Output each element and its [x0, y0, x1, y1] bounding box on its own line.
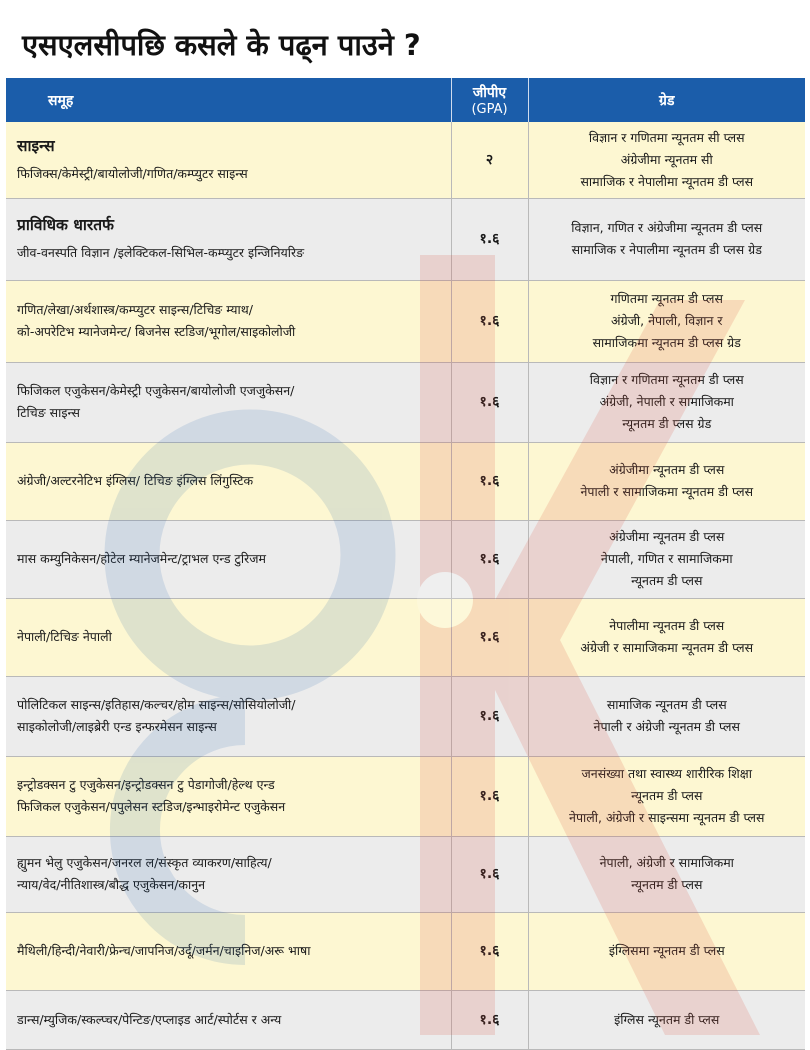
table-row [6, 756, 805, 836]
table-row [6, 362, 805, 442]
grade-cell [528, 912, 805, 990]
grade-line: नेपाली, अंग्रेजी र सामाजिकमा [599, 855, 734, 870]
header-group: समूह [6, 78, 451, 122]
grade-line: न्यूनतम डी प्लस [631, 788, 703, 803]
gpa-cell: १.६ [451, 912, 528, 990]
subject-cell [6, 912, 451, 990]
table-row [6, 990, 805, 1049]
subject-line: को-अपरेटिभ म्यानेजमेन्ट/ बिजनेस स्टडिज/भूगोल/साइकोलोजी [17, 324, 296, 339]
subject-cell [6, 362, 451, 442]
grade-line: नेपाली, अंग्रेजी र साइन्समा न्यूनतम डी प्लस [569, 810, 765, 825]
gpa-cell: १.६ [451, 520, 528, 598]
grade-line: न्यूनतम डी प्लस [631, 877, 703, 892]
subject-cell [6, 198, 451, 280]
table-row [6, 442, 805, 520]
table-row [6, 912, 805, 990]
category-label: प्राविधिक धारतर्फ [17, 216, 114, 234]
grade-line: अंग्रेजीमा न्यूनतम डी प्लस [609, 529, 725, 544]
subject-line: टिचिङ साइन्स [17, 405, 80, 420]
table-body [6, 122, 805, 1049]
grade-cell [528, 442, 805, 520]
table-row [6, 676, 805, 756]
subject-line: डान्स/म्युजिक/स्कल्प्चर/पेन्टिङ/एप्लाइड आर्ट/स्पोर्टस र अन्य [17, 1011, 282, 1027]
table-row [6, 836, 805, 912]
gpa-cell: १.६ [451, 990, 528, 1049]
gpa-cell: १.६ [451, 676, 528, 756]
grade-cell [528, 676, 805, 756]
header-grade: ग्रेड [528, 78, 805, 122]
gpa-cell: १.६ [451, 280, 528, 362]
gpa-cell: १.६ [451, 756, 528, 836]
table-row [6, 198, 805, 280]
grade-line: नेपालीमा न्यूनतम डी प्लस [609, 618, 725, 633]
grade-line: नेपाली, गणित र सामाजिकमा [600, 551, 733, 566]
grade-line: जनसंख्या तथा स्वास्थ्य शारीरिक शिक्षा [581, 766, 752, 781]
subject-cell [6, 836, 451, 912]
header-gpa [451, 78, 528, 122]
subject-line: जीव-वनस्पति विज्ञान /इलेक्टिकल-सिभिल-कम्प्युटर इन्जिनियरिङ [17, 245, 305, 260]
subject-line: अंग्रेजी/अल्टरनेटिभ इंग्लिस/ टिचिङ इंग्लिस लिंगुस्टिक [17, 473, 254, 488]
subject-cell [6, 676, 451, 756]
grade-line: गणितमा न्यूनतम डी प्लस [610, 291, 723, 306]
grade-line: अंग्रेजी, नेपाली, विज्ञान र [611, 313, 723, 328]
subject-line: फिजिकल एजुकेसन/पपुलेसन स्टडिज/इन्भाइरोमेन्ट एजुकेसन [17, 799, 286, 814]
table-row [6, 598, 805, 676]
grade-line: इंग्लिसमा न्यूनतम डी प्लस [608, 943, 725, 958]
subject-line: न्याय/वेद/नीतिशास्त्र/बौद्ध एजुकेसन/कानुन [17, 877, 206, 892]
grade-line: न्यूनतम डी प्लस ग्रेड [622, 416, 712, 431]
subject-line: मैथिली/हिन्दी/नेवारी/फ्रेन्च/जापनिज/उर्दू/जर्मन/चाइनिज/अरू भाषा [17, 943, 311, 958]
table-row [6, 122, 805, 198]
subject-line: मास कम्युनिकेसन/होटेल म्यानेजमेन्ट/ट्राभल एन्ड टुरिजम [17, 551, 266, 566]
grade-cell [528, 362, 805, 442]
subject-line: साइकोलोजी/लाइब्रेरी एन्ड इन्फरमेसन साइन्स [17, 719, 217, 734]
subject-line: नेपाली/टिचिङ नेपाली [17, 629, 112, 644]
grade-line: नेपाली र सामाजिकमा न्यूनतम डी प्लस [580, 484, 754, 499]
subject-line: ह्युमन भेलु एजुकेसन/जनरल ल/संस्कृत व्याकरण/साहित्य/ [17, 855, 272, 870]
grade-line: विज्ञान र गणितमा न्यूनतम डी प्लस [589, 372, 744, 387]
grade-cell [528, 598, 805, 676]
grade-cell [528, 280, 805, 362]
subject-line: फिजिकल एजुकेसन/केमेस्ट्री एजुकेसन/बायोलोजी एजजुकेसन/ [17, 383, 295, 398]
grade-line: सामाजिक र नेपालीमा न्यूनतम डी प्लस [580, 173, 754, 189]
gpa-cell: १.६ [451, 198, 528, 280]
grade-line: अंग्रेजी र सामाजिकमा न्यूनतम डी प्लस [580, 640, 754, 655]
grade-line: विज्ञान, गणित र अंग्रेजीमा न्यूनतम डी प्लस [571, 220, 763, 235]
category-label: साइन्स [17, 136, 55, 155]
grade-line: सामाजिक न्यूनतम डी प्लस [606, 697, 727, 712]
subject-line: पोलिटिकल साइन्स/इतिहास/कल्चर/होम साइन्स/सोसियोलोजी/ [17, 697, 296, 712]
subject-cell [6, 442, 451, 520]
grade-line: इंग्लिस न्यूनतम डी प्लस [614, 1011, 720, 1027]
grade-cell [528, 990, 805, 1049]
grade-line: न्यूनतम डी प्लस [631, 573, 703, 588]
grade-cell [528, 520, 805, 598]
subject-line: इन्ट्रोडक्सन टु एजुकेसन/इन्ट्रोडक्सन टु पेडागोजी/हेल्थ एन्ड [17, 777, 275, 792]
subject-cell [6, 598, 451, 676]
grade-line: सामाजिकमा न्यूनतम डी प्लस ग्रेड [592, 335, 741, 350]
gpa-cell: २ [451, 122, 528, 198]
table-header-row [6, 78, 805, 122]
subject-cell [6, 122, 451, 198]
admission-table [6, 78, 805, 1050]
subject-cell [6, 756, 451, 836]
gpa-cell: १.६ [451, 442, 528, 520]
subject-cell [6, 990, 451, 1049]
grade-line: अंग्रेजी, नेपाली र सामाजिकमा [599, 394, 734, 409]
table-row [6, 280, 805, 362]
gpa-cell: १.६ [451, 362, 528, 442]
grade-cell [528, 836, 805, 912]
gpa-cell: १.६ [451, 836, 528, 912]
grade-line: अंग्रेजीमा न्यूनतम सी [620, 151, 713, 167]
page-title: एसएलसीपछि कसले के पढ्न पाउने ? [22, 28, 421, 62]
grade-cell [528, 756, 805, 836]
grade-cell [528, 198, 805, 280]
subject-line: फिजिक्स/केमेस्ट्री/बायोलोजी/गणित/कम्प्युटर साइन्स [17, 165, 248, 181]
grade-line: सामाजिक र नेपालीमा न्यूनतम डी प्लस ग्रेड [571, 242, 762, 257]
grade-line: नेपाली र अंग्रेजी न्यूनतम डी प्लस [593, 719, 740, 734]
grade-line: अंग्रेजीमा न्यूनतम डी प्लस [609, 462, 725, 477]
grade-cell [528, 122, 805, 198]
subject-cell [6, 280, 451, 362]
table-row [6, 520, 805, 598]
grade-line: विज्ञान र गणितमा न्यूनतम सी प्लस [588, 129, 745, 145]
gpa-cell: १.६ [451, 598, 528, 676]
subject-cell [6, 520, 451, 598]
header-gpa-label: जीपीए [472, 85, 507, 101]
header-gpa-abbr: (GPA) [471, 102, 508, 117]
subject-line: गणित/लेखा/अर्थशास्त्र/कम्प्युटर साइन्स/टिचिङ म्याथ/ [17, 302, 253, 317]
